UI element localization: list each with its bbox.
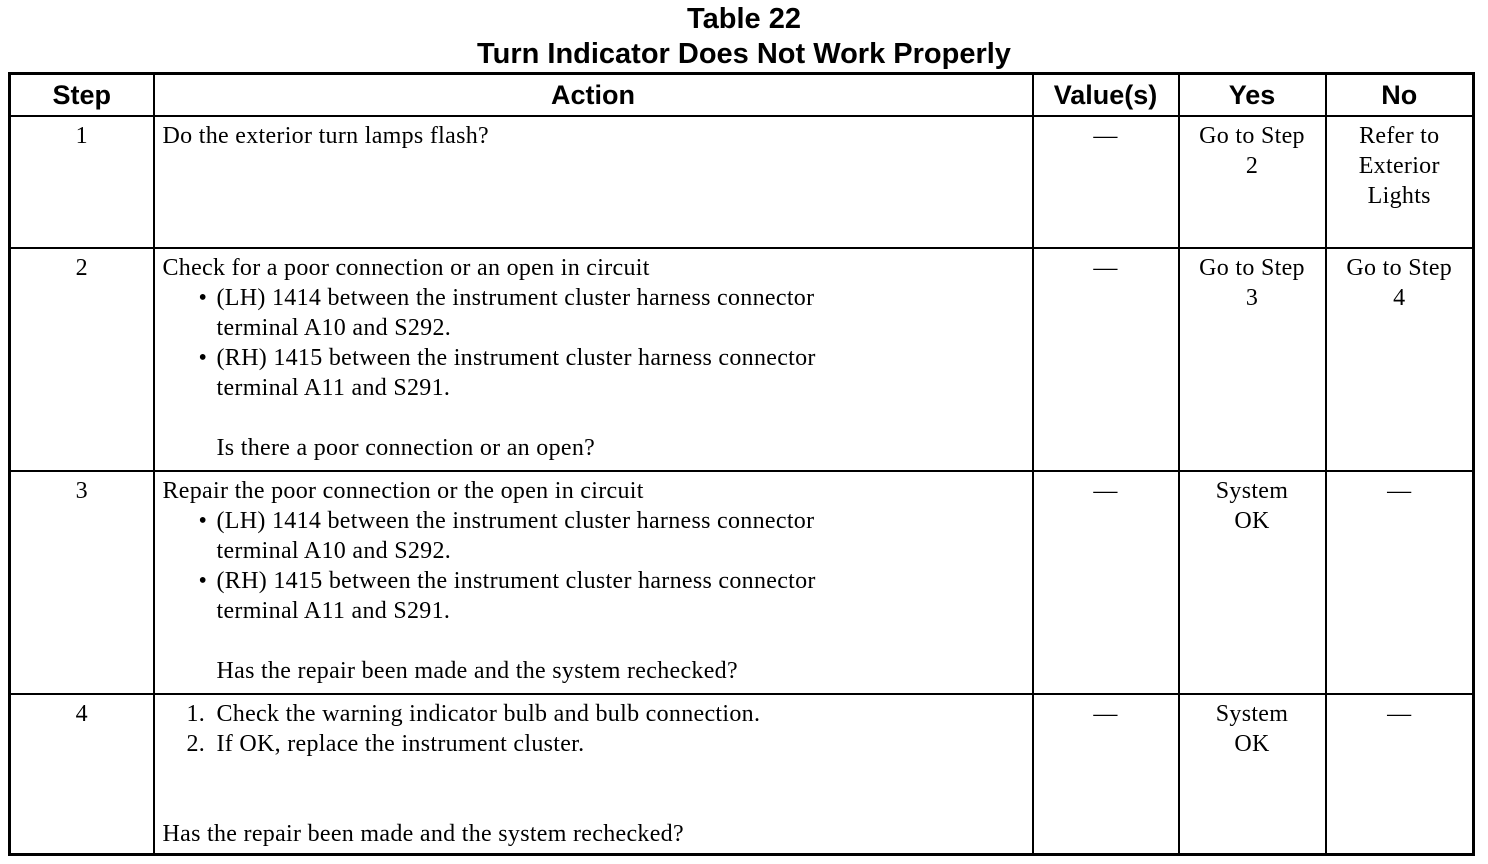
table-number: Table 22 bbox=[687, 3, 801, 35]
bullet-text: terminal A10 and S292. bbox=[216, 315, 452, 341]
bullet-text: • (RH) 1415 between the instrument cluster harness connector bbox=[216, 345, 816, 371]
value-cell: — bbox=[1033, 471, 1179, 694]
diagnostic-table bbox=[8, 72, 1475, 856]
item-text: If OK, replace the instrument cluster. bbox=[216, 731, 585, 757]
item-number: 2. bbox=[186, 731, 206, 757]
bullet-text: terminal A11 and S291. bbox=[216, 375, 451, 401]
yes-line: 2 bbox=[1245, 153, 1259, 179]
yes-cell bbox=[1179, 248, 1326, 471]
question-text: Has the repair been made and the system rechecked? bbox=[216, 658, 738, 684]
bullet-text: terminal A10 and S292. bbox=[216, 538, 452, 564]
bullet-list bbox=[163, 506, 1024, 626]
yes-cell bbox=[1179, 116, 1326, 248]
yes-line: 3 bbox=[1245, 285, 1259, 311]
header-no: No bbox=[1326, 74, 1474, 117]
no-line: Exterior bbox=[1358, 153, 1440, 179]
bullet-text: • (LH) 1414 between the instrument cluster harness connector bbox=[216, 508, 815, 534]
no-line: 4 bbox=[1393, 285, 1406, 311]
list-item bbox=[187, 699, 1024, 729]
yes-line: OK bbox=[1234, 508, 1270, 534]
question-text: Has the repair been made and the system rechecked? bbox=[162, 821, 684, 847]
action-cell bbox=[154, 248, 1033, 471]
no-line: Go to Step bbox=[1346, 255, 1453, 281]
step-cell: 3 bbox=[10, 471, 154, 694]
bullet-list bbox=[163, 283, 1024, 403]
no-cell bbox=[1326, 116, 1474, 248]
table-row bbox=[10, 116, 1474, 248]
item-number: 1. bbox=[186, 701, 206, 727]
no-line: Lights bbox=[1367, 183, 1431, 209]
value-cell: — bbox=[1033, 116, 1179, 248]
yes-cell bbox=[1179, 694, 1326, 854]
no-cell: — bbox=[1326, 694, 1474, 854]
bullet-text: • (RH) 1415 between the instrument cluster harness connector bbox=[216, 568, 816, 594]
list-item bbox=[199, 566, 1024, 626]
table-row bbox=[10, 471, 1474, 694]
header-step: Step bbox=[10, 74, 154, 117]
question-text: Is there a poor connection or an open? bbox=[216, 435, 596, 461]
header-yes: Yes bbox=[1179, 74, 1326, 117]
bullet-text: • (LH) 1414 between the instrument cluster harness connector bbox=[216, 285, 815, 311]
yes-line: OK bbox=[1234, 731, 1270, 757]
step-cell: 2 bbox=[10, 248, 154, 471]
list-item bbox=[199, 506, 1024, 566]
numbered-list bbox=[163, 699, 1024, 759]
table-row bbox=[10, 248, 1474, 471]
value-cell: — bbox=[1033, 248, 1179, 471]
action-text: Do the exterior turn lamps flash? bbox=[162, 123, 489, 149]
no-cell bbox=[1326, 248, 1474, 471]
no-cell: — bbox=[1326, 471, 1474, 694]
list-item bbox=[187, 729, 1024, 759]
no-line: Refer to bbox=[1359, 123, 1440, 149]
yes-line: Go to Step bbox=[1199, 255, 1305, 281]
yes-line: System bbox=[1215, 701, 1289, 727]
table-title: Turn Indicator Does Not Work Properly bbox=[477, 38, 1011, 70]
list-item bbox=[199, 343, 1024, 403]
action-text: Check for a poor connection or an open in circuit bbox=[162, 255, 650, 281]
bullet-text: terminal A11 and S291. bbox=[216, 598, 451, 624]
action-cell bbox=[154, 116, 1033, 248]
step-cell: 4 bbox=[10, 694, 154, 854]
value-cell: — bbox=[1033, 694, 1179, 854]
table-row bbox=[10, 694, 1474, 854]
step-cell: 1 bbox=[10, 116, 154, 248]
yes-cell bbox=[1179, 471, 1326, 694]
header-action: Action bbox=[154, 74, 1033, 117]
header-row bbox=[10, 74, 1474, 117]
item-text: Check the warning indicator bulb and bulb connection. bbox=[216, 701, 761, 727]
action-cell bbox=[154, 471, 1033, 694]
action-text: Repair the poor connection or the open in circuit bbox=[162, 478, 644, 504]
header-values: Value(s) bbox=[1033, 74, 1179, 117]
action-cell bbox=[154, 694, 1033, 854]
yes-line: System bbox=[1215, 478, 1289, 504]
yes-line: Go to Step bbox=[1199, 123, 1305, 149]
list-item bbox=[199, 283, 1024, 343]
